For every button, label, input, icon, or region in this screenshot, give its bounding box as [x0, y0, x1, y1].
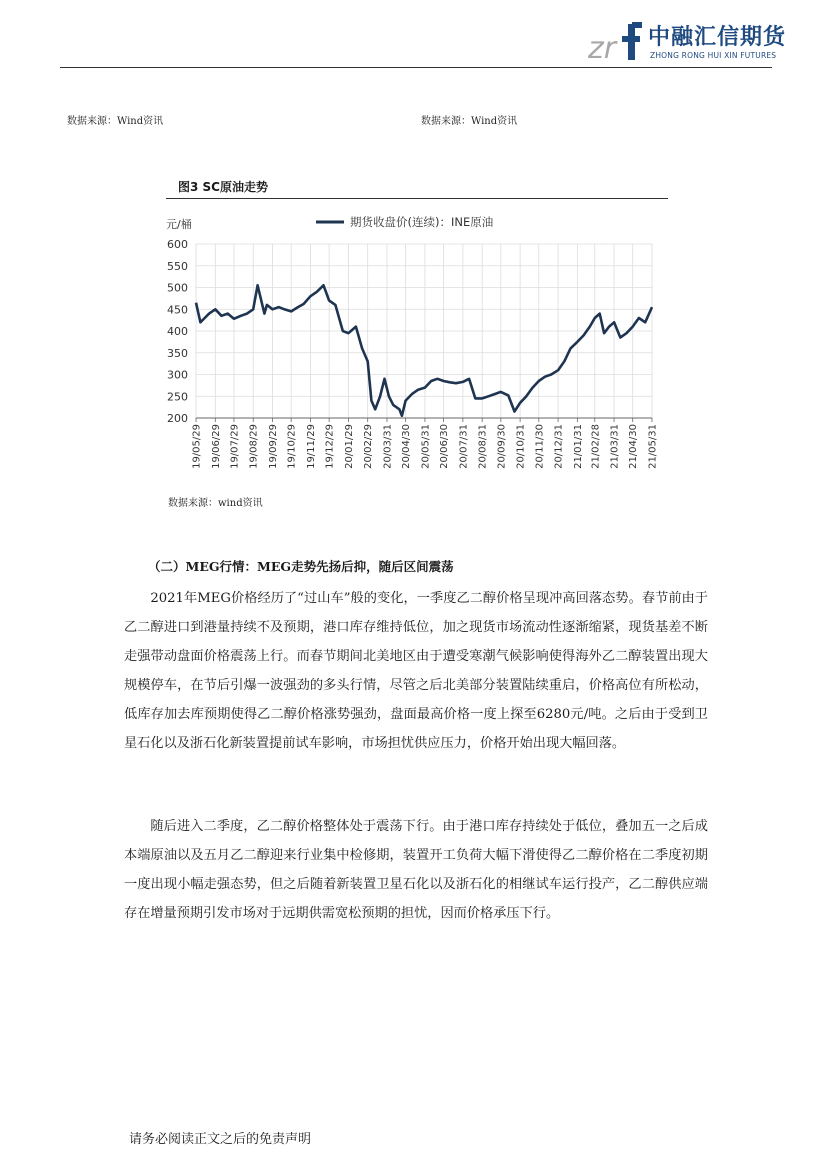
x-tick-label: 19/06/29: [210, 424, 222, 469]
company-logo-mark: [588, 20, 644, 62]
y-tick-label: 200: [167, 412, 188, 425]
figure-title: 图3 SC原油走势: [178, 180, 268, 194]
chart-gridlines: [196, 244, 652, 418]
chart-x-axis: [192, 418, 659, 469]
y-tick-label: 300: [167, 368, 188, 382]
x-tick-label: 20/03/31: [382, 424, 394, 469]
x-tick-label: 20/07/31: [458, 424, 470, 469]
legend-label: 期货收盘价(连续)：INE原油: [350, 215, 494, 229]
x-tick-label: 20/06/30: [439, 424, 451, 469]
x-tick-label: 19/10/29: [286, 424, 298, 469]
paragraph-1: 2021年MEG价格经历了“过山车”般的变化，一季度乙二醇价格呈现冲高回落态势。春节前由于乙二醇进口到港量持续不及预期，港口库存维持低位，加之现货市场流动性逐渐缩紧，现货基差不断走强带动盘面价格震荡上行。而春节期间北美地区由于遭受寒潮气候影响使得海外乙二醇装置出现大规模停车，在节后引爆一波强劲的多头行情，尽管之后北美部分装置陆续重启，价格高位有所松动，低库存加去库预期使得乙二醇价格涨势强劲，盘面最高价格一度上探至6280元/吨。之后由于受到卫星石化以及浙石化新装置提前试车影响，市场担忧供应压力，价格开始出现大幅回落。: [124, 591, 708, 751]
data-source-left: 数据来源：Wind资讯: [67, 116, 164, 127]
x-tick-label: 21/05/31: [647, 424, 659, 469]
chart-legend: [316, 215, 494, 229]
y-tick-label: 600: [167, 238, 188, 251]
y-tick-label: 550: [167, 259, 188, 273]
x-tick-label: 20/08/31: [477, 424, 489, 469]
svg-text:zr: zr: [588, 31, 617, 62]
company-logo-cn: 中融汇信期货: [648, 25, 787, 50]
header-divider: [60, 67, 772, 68]
chart-y-axis-label: 元/桶: [166, 218, 192, 231]
y-tick-label: 350: [167, 346, 188, 360]
figure-title-rule: [166, 198, 668, 199]
y-tick-label: 500: [167, 281, 188, 295]
x-tick-label: 20/09/30: [496, 424, 508, 469]
y-tick-label: 450: [167, 303, 188, 317]
x-tick-label: 19/05/29: [191, 424, 203, 469]
data-source-right: 数据来源：Wind资讯: [421, 116, 518, 127]
x-tick-label: 21/03/31: [609, 424, 621, 469]
x-tick-label: 19/12/29: [324, 424, 336, 469]
sc-crude-oil-chart: [160, 206, 668, 478]
x-tick-label: 20/02/29: [363, 424, 375, 469]
figure-source: 数据来源：wind资讯: [168, 498, 263, 509]
x-tick-label: 19/11/29: [305, 424, 317, 469]
company-logo-en: ZHONG RONG HUI XIN FUTURES: [650, 51, 777, 60]
paragraph-2: 随后进入二季度，乙二醇价格整体处于震荡下行。由于港口库存持续处于低位，叠加五一之后成本端原油以及五月乙二醇迎来行业集中检修期，装置开工负荷大幅下滑使得乙二醇价格在二季度初期一度出现小幅走强态势，但之后随着新装置卫星石化以及浙石化的相继试车运行投产，乙二醇供应端存在增量预期引发市场对于远期供需宽松预期的担忧，因而价格承压下行。: [124, 819, 708, 921]
x-tick-label: 20/05/31: [420, 424, 432, 469]
x-tick-label: 19/09/29: [268, 424, 280, 469]
chart-y-axis: [167, 238, 188, 425]
x-tick-label: 21/01/31: [572, 424, 584, 469]
x-tick-label: 20/10/31: [515, 424, 527, 469]
section-heading: （二）MEG行情：MEG走势先扬后抑，随后区间震荡: [148, 559, 454, 574]
x-tick-label: 20/12/31: [553, 424, 565, 469]
x-tick-label: 20/04/30: [401, 424, 413, 469]
x-tick-label: 21/04/30: [628, 424, 640, 469]
x-tick-label: 21/02/28: [590, 424, 602, 469]
x-tick-label: 19/08/29: [248, 424, 260, 469]
disclaimer-note: 请务必阅读正文之后的免责声明: [129, 1132, 312, 1147]
y-tick-label: 400: [167, 325, 188, 338]
x-tick-label: 20/01/29: [343, 424, 355, 469]
y-tick-label: 250: [167, 390, 188, 404]
x-tick-label: 20/11/30: [534, 424, 546, 469]
x-tick-label: 19/07/29: [229, 424, 241, 469]
